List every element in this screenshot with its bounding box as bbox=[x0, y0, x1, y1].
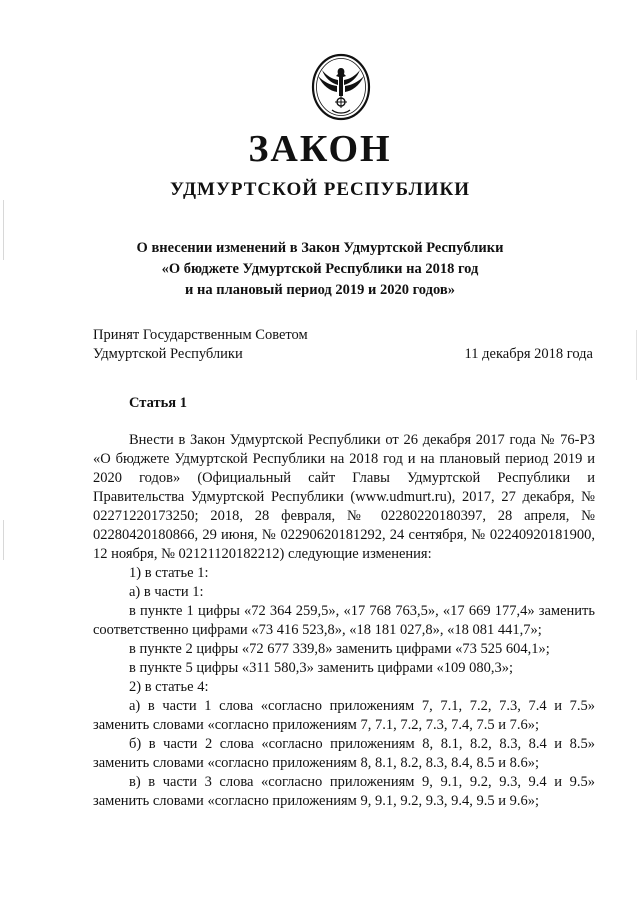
scan-margin-line bbox=[3, 520, 4, 560]
paragraph: в) в части 3 слова «согласно приложениям 9, 9.1, 9.2, 9.3, 9.4 и 9.5» заменить словами «согласно приложениям 9, 9.1, 9.2, 9.3, 9.4, 9.5 и 9.6»; bbox=[93, 774, 595, 809]
paragraph: в пункте 2 цифры «72 677 339,8» заменить цифрами «73 525 604,1»; bbox=[129, 641, 550, 657]
adoption-block bbox=[93, 326, 593, 364]
article-title: Статья 1 bbox=[129, 395, 187, 411]
list-item: 2) в статье 4: bbox=[129, 679, 209, 695]
coat-of-arms-icon bbox=[310, 52, 372, 122]
adopted-by-line: Принят Государственным Советом bbox=[93, 327, 308, 343]
paragraph: в пункте 1 цифры «72 364 259,5», «17 768 763,5», «17 669 177,4» заменить соответственно цифрами «73 416 523,8», «18 181 027,8», «18 081 441,7»; bbox=[93, 603, 595, 638]
paragraph: в пункте 5 цифры «311 580,3» заменить цифрами «109 080,3»; bbox=[129, 660, 514, 676]
heading-line: «О бюджете Удмуртской Республики на 2018 год bbox=[161, 261, 479, 277]
paragraph: Внести в Закон Удмуртской Республики от 26 декабря 2017 года № 76-РЗ «О бюджете Удмуртской Республики на 2018 год и на плановый период 2019 и 2020 годов» (Официальный сайт Главы Удмуртской Республики и Правительства Удмуртской Республики (www.udmurt.ru), 2017, 27 декабря, № 02271220173250; 2018, 28 февраля, № 02280220180397, 28 апреля, № 02280420180866, 29 июня, № 02290620181292, 24 сентября, № 02240920181900, 12 ноября, № 02121120182212) следующие изменения: bbox=[93, 432, 595, 562]
law-subtitle: УДМУРТСКОЙ РЕСПУБЛИКИ bbox=[169, 179, 471, 200]
paragraph: а) в части 1 слова «согласно приложениям 7, 7.1, 7.2, 7.3, 7.4 и 7.5» заменить словами «согласно приложениям 7, 7.1, 7.2, 7.3, 7.4, 7.5 и 7.6»; bbox=[93, 698, 595, 733]
heading-line: О внесении изменений в Закон Удмуртской Республики bbox=[136, 240, 504, 256]
heading-line: и на плановый период 2019 и 2020 годов» bbox=[185, 282, 455, 298]
list-item: 1) в статье 1: bbox=[129, 565, 209, 581]
article-body bbox=[93, 431, 595, 811]
adoption-date: 11 декабря 2018 года bbox=[464, 346, 593, 362]
paragraph: б) в части 2 слова «согласно приложениям 8, 8.1, 8.2, 8.3, 8.4 и 8.5» заменить словами «согласно приложениям 8, 8.1, 8.2, 8.3, 8.4, 8.5 и 8.6»; bbox=[93, 736, 595, 771]
scan-margin-line bbox=[636, 330, 637, 380]
list-item: а) в части 1: bbox=[129, 584, 204, 600]
adopted-by-line: Удмуртской Республики bbox=[93, 346, 243, 362]
law-heading bbox=[0, 238, 640, 301]
law-title: ЗАКОН bbox=[248, 128, 392, 170]
